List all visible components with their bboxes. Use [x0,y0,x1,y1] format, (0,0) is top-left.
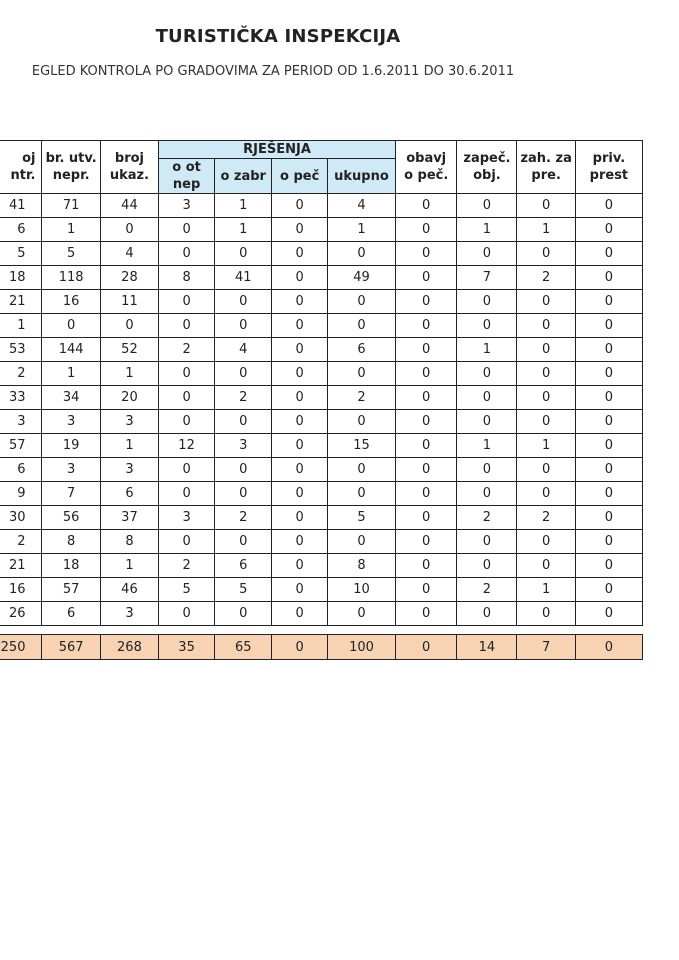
table-cell: 1 [100,434,158,458]
table-cell: 0 [327,362,395,386]
total-cell: 14 [457,635,517,660]
table-cell: 2 [215,506,272,530]
table-cell: 0 [215,458,272,482]
table-cell: 0 [575,290,642,314]
table-cell: 0 [517,242,575,266]
table-cell: 1 [100,362,158,386]
table-row [0,410,643,434]
table-cell: 0 [395,458,456,482]
table-cell: 15 [327,434,395,458]
table-cell: 52 [100,338,158,362]
table-cell: 0 [327,242,395,266]
table-cell: 30 [0,506,42,530]
table-cell: 0 [395,530,456,554]
table-cell: 118 [42,266,100,290]
table-cell: 0 [272,290,328,314]
table-cell: 11 [100,290,158,314]
table-row [0,266,643,290]
table-cell: 3 [159,506,215,530]
table-cell: 6 [0,458,42,482]
table-cell: 0 [215,482,272,506]
table-cell: 0 [327,290,395,314]
table-cell: 19 [42,434,100,458]
table-cell: 0 [395,554,456,578]
table-cell: 0 [517,362,575,386]
table-cell: 57 [42,578,100,602]
table-cell: 3 [42,458,100,482]
table-row [0,530,643,554]
table-cell: 0 [457,482,517,506]
table-cell: 7 [42,482,100,506]
table-cell: 2 [159,338,215,362]
table-cell: 0 [395,290,456,314]
table-cell: 0 [159,242,215,266]
table-cell: 0 [575,578,642,602]
table-cell: 21 [0,290,42,314]
table-cell: 1 [100,554,158,578]
table-cell: 0 [159,362,215,386]
table-cell: 10 [327,578,395,602]
table-cell: 0 [517,194,575,218]
table-cell: 0 [575,506,642,530]
table-cell: 34 [42,386,100,410]
table-cell: 0 [457,290,517,314]
header-broj-kontr: oj ntr. [0,141,42,194]
table-cell: 6 [100,482,158,506]
table-cell: 7 [457,266,517,290]
table-cell: 0 [457,362,517,386]
table-cell: 16 [0,578,42,602]
total-cell: 35 [159,635,215,660]
table-cell: 20 [100,386,158,410]
table-cell: 0 [272,506,328,530]
total-cell: 250 [0,635,42,660]
table-cell: 1 [457,218,517,242]
table-cell: 0 [457,602,517,626]
table-cell: 26 [0,602,42,626]
table-cell: 0 [42,314,100,338]
table-cell: 8 [100,530,158,554]
table-cell: 0 [272,242,328,266]
table-cell: 41 [215,266,272,290]
table-cell: 33 [0,386,42,410]
table-cell: 0 [272,218,328,242]
table-cell: 0 [395,506,456,530]
table-cell: 0 [159,458,215,482]
table-cell: 0 [272,194,328,218]
header-rjesenja: RJEŠENJA [159,141,396,159]
table-cell: 0 [272,482,328,506]
table-cell: 0 [395,266,456,290]
table-cell: 8 [159,266,215,290]
table-cell: 0 [517,482,575,506]
table-cell: 2 [517,506,575,530]
table-body [0,194,643,660]
table-cell: 0 [272,458,328,482]
table-cell: 0 [457,530,517,554]
table-cell: 1 [457,338,517,362]
table-cell: 0 [327,410,395,434]
table-cell: 4 [327,194,395,218]
table-cell: 18 [42,554,100,578]
table-cell: 46 [100,578,158,602]
table-cell: 0 [395,410,456,434]
table-cell: 0 [575,602,642,626]
header-zah-za-pre: zah. za pre. [517,141,575,194]
table-cell: 0 [395,386,456,410]
table-cell: 0 [327,530,395,554]
table-cell: 0 [517,602,575,626]
inspection-table [0,140,643,660]
table-cell: 0 [457,194,517,218]
table-cell: 2 [215,386,272,410]
total-cell: 0 [272,635,328,660]
table-cell: 3 [0,410,42,434]
table-cell: 5 [327,506,395,530]
table-row [0,434,643,458]
table-cell: 0 [575,242,642,266]
table-cell: 44 [100,194,158,218]
total-cell: 0 [575,635,642,660]
table-cell: 0 [395,434,456,458]
table-cell: 0 [395,194,456,218]
table-cell: 0 [575,482,642,506]
page-subtitle: EGLED KONTROLA PO GRADOVIMA ZA PERIOD OD 1.6.2011 DO 30.6.2011 [31,64,515,79]
table-cell: 1 [457,434,517,458]
table-cell: 0 [575,434,642,458]
table-cell: 0 [395,602,456,626]
table-cell: 0 [457,386,517,410]
table-cell: 0 [272,314,328,338]
table-cell: 0 [395,482,456,506]
table-cell: 2 [517,266,575,290]
table-cell: 21 [0,554,42,578]
table-cell: 6 [42,602,100,626]
table-cell: 0 [575,266,642,290]
table-cell: 0 [575,314,642,338]
table-cell: 0 [327,482,395,506]
header-zapec-obj: zapeč. obj. [457,141,517,194]
table-cell: 0 [575,362,642,386]
header-o-zabr: o zabr [215,159,272,194]
table-cell: 0 [457,314,517,338]
header-priv-prest: priv. prest [575,141,642,194]
table-cell: 0 [575,530,642,554]
table-row [0,314,643,338]
header-o-ot-nep: o ot nep [159,159,215,194]
table-cell: 0 [517,386,575,410]
table-cell: 8 [327,554,395,578]
table-cell: 0 [575,194,642,218]
table-cell: 0 [159,530,215,554]
table-cell: 28 [100,266,158,290]
table-cell: 0 [457,554,517,578]
table-cell: 6 [215,554,272,578]
header-ukupno: ukupno [327,159,395,194]
table-cell: 57 [0,434,42,458]
table-cell: 0 [517,410,575,434]
table-row [0,242,643,266]
table-cell: 0 [272,530,328,554]
table-cell: 41 [0,194,42,218]
table-cell: 5 [159,578,215,602]
header-o-pec: o peč [272,159,328,194]
table-cell: 0 [272,362,328,386]
table-cell: 0 [457,458,517,482]
table-cell: 0 [100,218,158,242]
table-row [0,602,643,626]
table-cell: 0 [272,410,328,434]
table-cell: 0 [575,410,642,434]
table-cell: 0 [272,434,328,458]
table-cell: 16 [42,290,100,314]
table-cell: 5 [42,242,100,266]
table-row [0,506,643,530]
spacer-cell [0,626,643,635]
table-cell: 3 [100,410,158,434]
table-cell: 0 [159,290,215,314]
table-cell: 0 [272,266,328,290]
spacer-row [0,626,643,635]
table-cell: 1 [517,218,575,242]
table-cell: 0 [272,554,328,578]
total-cell: 65 [215,635,272,660]
table-cell: 1 [517,434,575,458]
total-cell: 100 [327,635,395,660]
table-cell: 18 [0,266,42,290]
table-cell: 0 [327,458,395,482]
table-cell: 0 [517,314,575,338]
total-row [0,635,643,660]
header-broj-ukaz: broj ukaz. [100,141,158,194]
table-cell: 53 [0,338,42,362]
table-cell: 37 [100,506,158,530]
table-cell: 0 [159,482,215,506]
table-cell: 6 [327,338,395,362]
table-cell: 49 [327,266,395,290]
table-cell: 1 [517,578,575,602]
table-cell: 0 [517,530,575,554]
table-cell: 0 [100,314,158,338]
table-cell: 0 [159,602,215,626]
table-row [0,218,643,242]
table-cell: 5 [0,242,42,266]
table-row [0,458,643,482]
table-cell: 8 [42,530,100,554]
table-cell: 3 [159,194,215,218]
table-cell: 2 [457,506,517,530]
table-row [0,386,643,410]
table-cell: 0 [395,218,456,242]
header-br-utv-nepr: br. utv. nepr. [42,141,100,194]
table-cell: 9 [0,482,42,506]
table-cell: 0 [575,554,642,578]
table-cell: 3 [42,410,100,434]
table-row [0,362,643,386]
table-row [0,554,643,578]
page-title: TURISTIČKA INSPEKCIJA [155,26,401,47]
table-cell: 0 [215,242,272,266]
table-cell: 0 [327,602,395,626]
table-cell: 6 [0,218,42,242]
table-cell: 5 [215,578,272,602]
table-cell: 12 [159,434,215,458]
table-row [0,578,643,602]
table-cell: 0 [215,602,272,626]
table-cell: 1 [42,362,100,386]
table-cell: 1 [327,218,395,242]
total-cell: 567 [42,635,100,660]
table-cell: 3 [100,602,158,626]
total-cell: 268 [100,635,158,660]
table-cell: 2 [159,554,215,578]
table-cell: 0 [215,314,272,338]
table-row [0,338,643,362]
table-cell: 0 [575,218,642,242]
table-cell: 4 [215,338,272,362]
table-cell: 4 [100,242,158,266]
table-cell: 1 [42,218,100,242]
table-cell: 0 [215,290,272,314]
table-cell: 2 [457,578,517,602]
table-cell: 0 [575,458,642,482]
table-row [0,482,643,506]
table-cell: 0 [159,314,215,338]
header-obavj-o-pec: obavj o peč. [395,141,456,194]
table-cell: 0 [575,386,642,410]
table-cell: 2 [0,362,42,386]
table-cell: 1 [215,218,272,242]
table-cell: 0 [159,410,215,434]
table-cell: 0 [517,338,575,362]
table-cell: 0 [272,338,328,362]
table-cell: 2 [327,386,395,410]
total-cell: 7 [517,635,575,660]
table-cell: 0 [395,314,456,338]
table-cell: 56 [42,506,100,530]
table-cell: 0 [272,578,328,602]
table-cell: 3 [100,458,158,482]
table-cell: 0 [395,362,456,386]
table-cell: 0 [575,338,642,362]
table-cell: 2 [0,530,42,554]
table-cell: 0 [457,410,517,434]
table-cell: 0 [395,242,456,266]
table-cell: 0 [215,410,272,434]
table-cell: 0 [457,242,517,266]
table-cell: 0 [395,578,456,602]
table-cell: 0 [517,554,575,578]
table-cell: 0 [215,530,272,554]
table-cell: 0 [215,362,272,386]
table-cell: 144 [42,338,100,362]
table-row [0,194,643,218]
table-cell: 0 [159,218,215,242]
table-cell: 0 [159,386,215,410]
total-cell: 0 [395,635,456,660]
table-cell: 0 [272,602,328,626]
table-cell: 1 [215,194,272,218]
table-cell: 1 [0,314,42,338]
table-cell: 0 [395,338,456,362]
table-cell: 71 [42,194,100,218]
table-cell: 0 [327,314,395,338]
table-cell: 0 [517,458,575,482]
table-cell: 0 [272,386,328,410]
table-cell: 0 [517,290,575,314]
table-cell: 3 [215,434,272,458]
table-row [0,290,643,314]
